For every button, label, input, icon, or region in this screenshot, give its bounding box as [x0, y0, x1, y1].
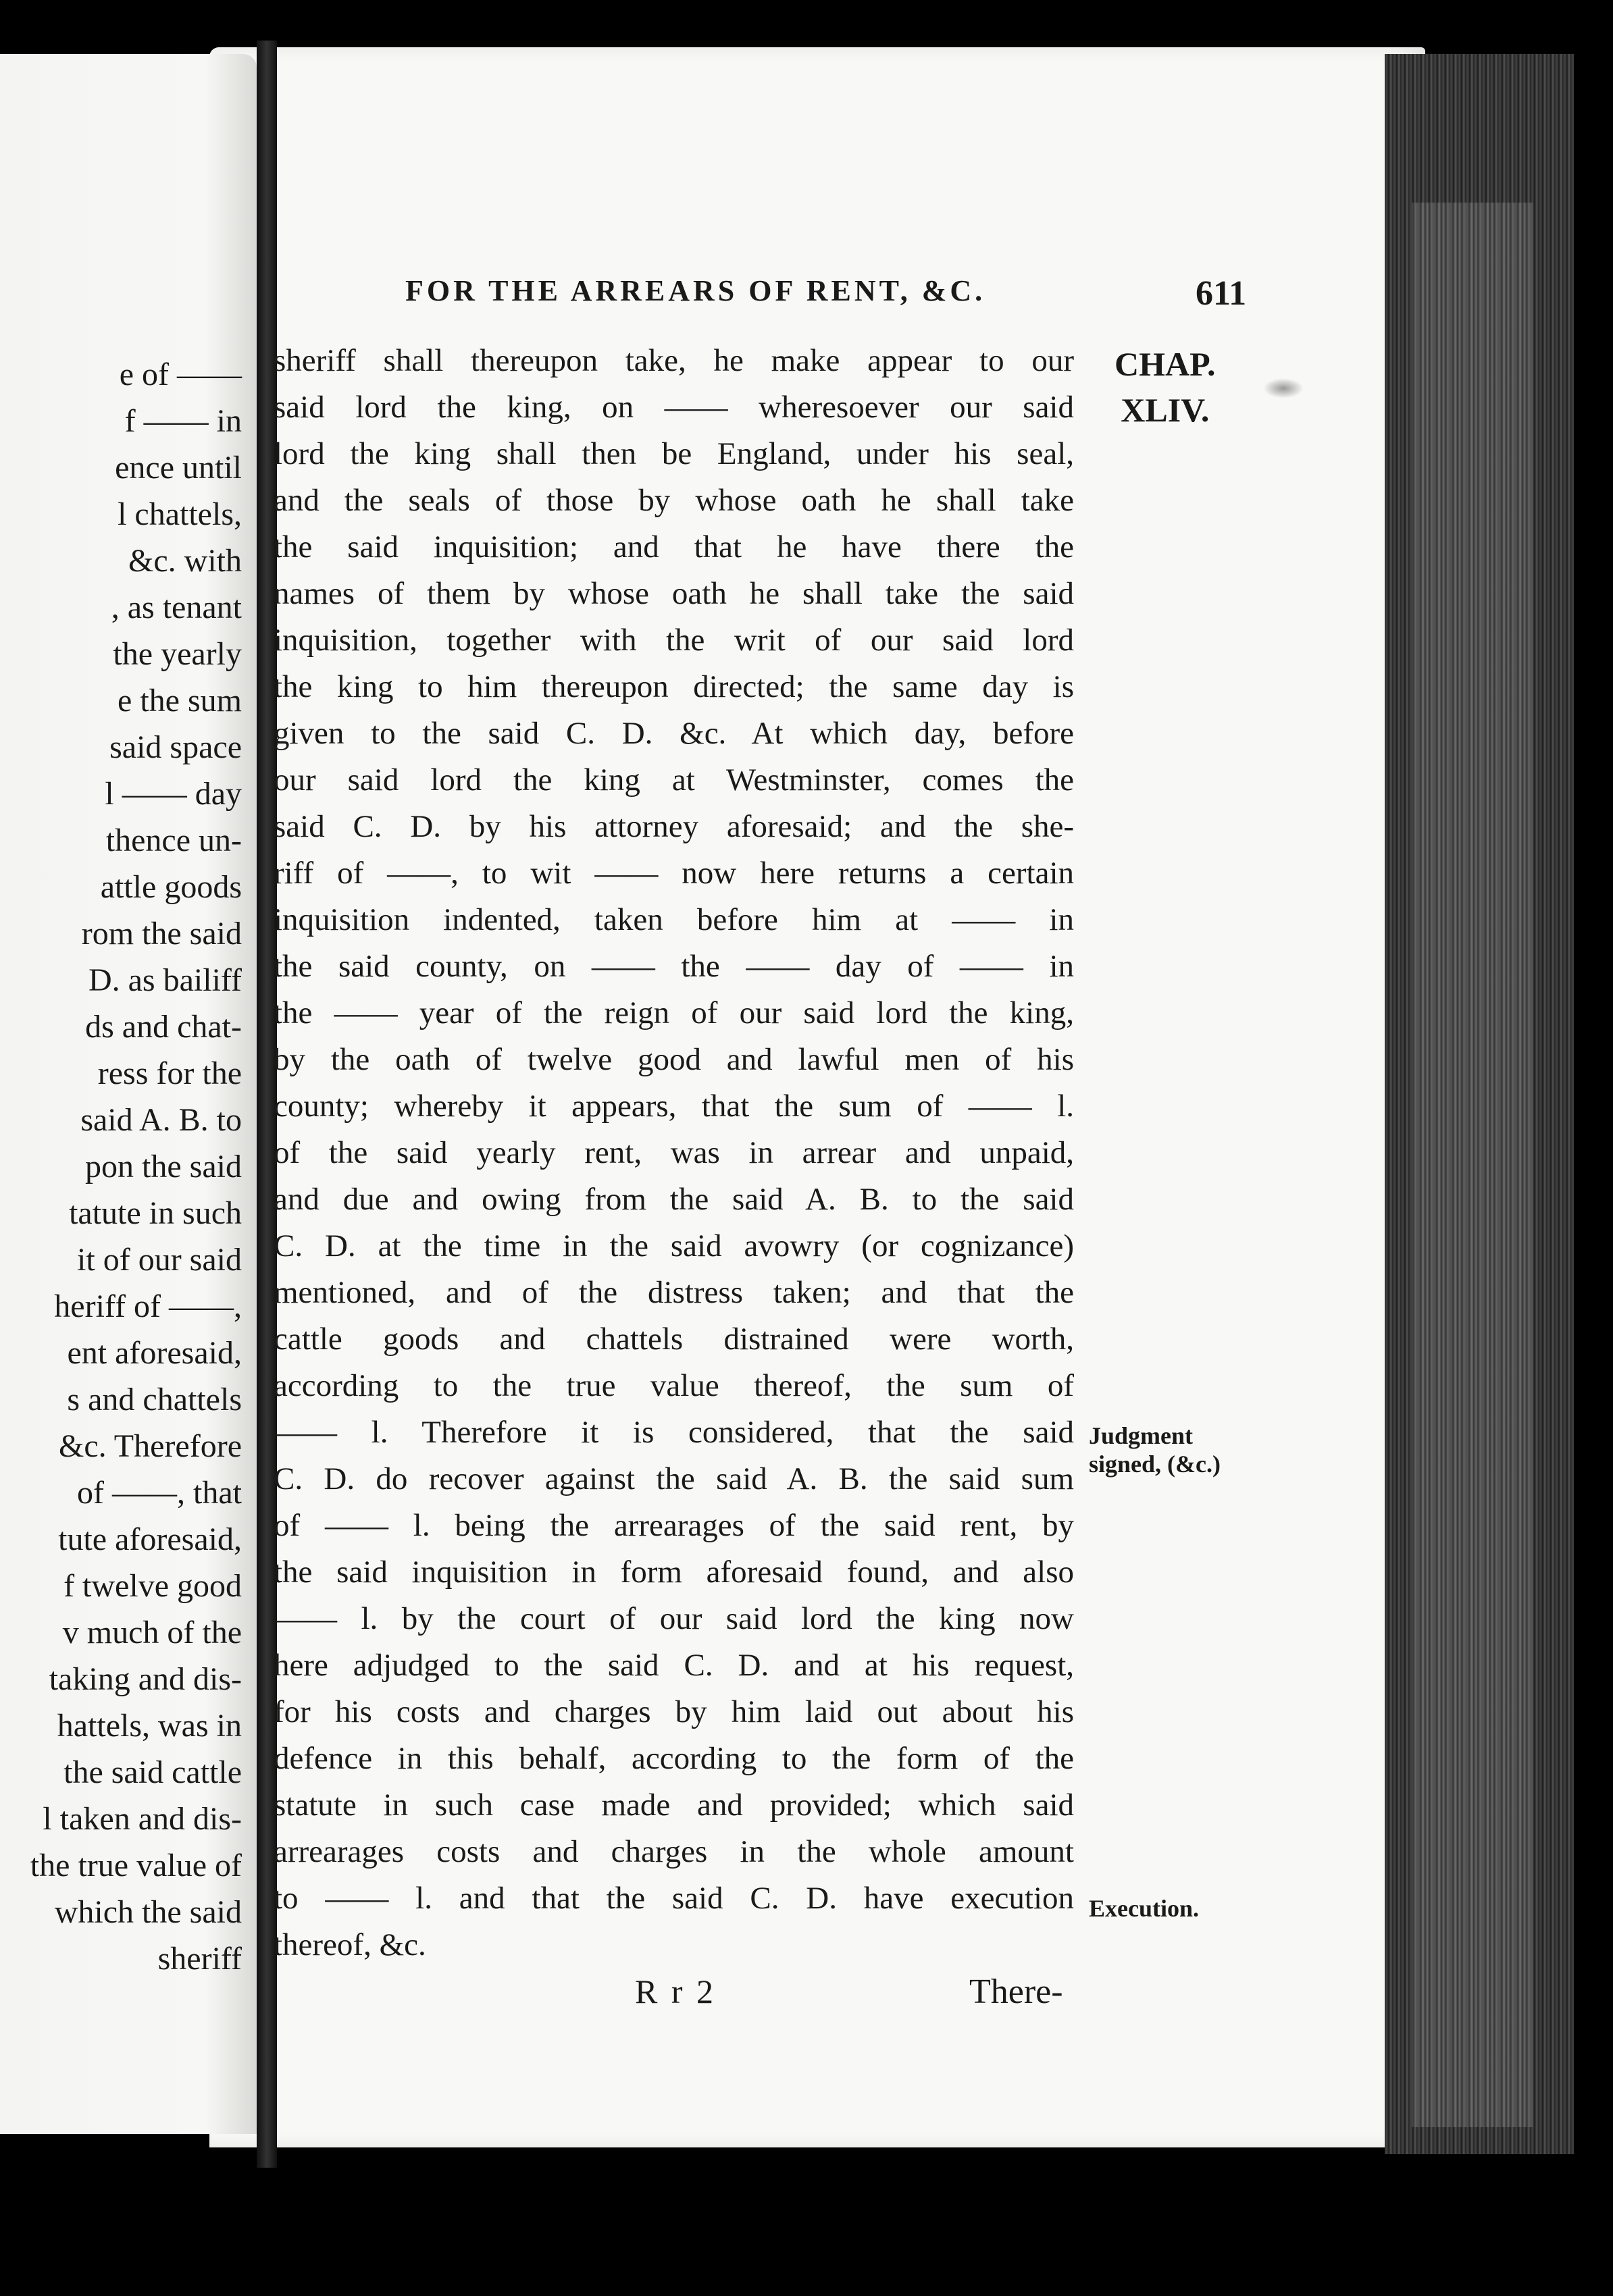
left-page-line: which the said	[54, 1894, 242, 1930]
text-line: inquisition indented, taken before him at —— in	[274, 902, 1074, 937]
text-line: inquisition, together with the writ of our said lord	[274, 623, 1074, 658]
left-page-line: , as tenant	[111, 590, 242, 625]
text-line: according to the true value thereof, the sum of	[274, 1368, 1074, 1403]
text-line: C. D. do recover against the said A. B. the said sum	[274, 1461, 1074, 1496]
text-line: for his costs and charges by him laid out about his	[274, 1694, 1074, 1729]
left-page-line: ress for the	[97, 1055, 242, 1091]
text-line: cattle goods and chattels distrained were worth,	[274, 1322, 1074, 1357]
margin-note-judgment	[1089, 1421, 1221, 1478]
text-line: given to the said C. D. &c. At which day, before	[274, 716, 1074, 751]
left-page-line: tatute in such	[69, 1195, 242, 1231]
catchword: There-	[969, 1973, 1063, 2011]
page-smudge	[1263, 378, 1304, 398]
left-page-line: the yearly	[113, 636, 242, 672]
left-page-line: f twelve good	[63, 1568, 242, 1604]
left-page-line: tute aforesaid,	[58, 1521, 242, 1557]
text-line: county; whereby it appears, that the sum of —— l.	[274, 1089, 1074, 1124]
page-number: 611	[1196, 274, 1247, 313]
text-line: —— l. by the court of our said lord the king now	[274, 1601, 1074, 1636]
chapter-label: CHAP.	[1115, 345, 1216, 383]
text-line: the said inquisition; and that he have there the	[274, 529, 1074, 565]
text-line: said C. D. by his attorney aforesaid; and the she-	[274, 809, 1074, 844]
left-page-line: it of our said	[77, 1242, 242, 1278]
left-page-line: said space	[109, 729, 242, 765]
page-edges-highlight	[1412, 203, 1533, 2127]
left-page-line: taking and dis-	[49, 1661, 242, 1697]
text-line: said lord the king, on —— wheresoever our said	[274, 390, 1074, 425]
left-page-line: &c. Therefore	[59, 1428, 242, 1464]
text-line: statute in such case made and provided; which said	[274, 1788, 1074, 1823]
left-page-line: ds and chat-	[85, 1009, 242, 1045]
margin-note-judgment-line1: Judgment	[1089, 1422, 1194, 1449]
text-line: arrearages costs and charges in the whole amount	[274, 1834, 1074, 1869]
text-line: by the oath of twelve good and lawful men of his	[274, 1042, 1074, 1077]
left-page-line: f —— in	[124, 403, 242, 439]
text-line: names of them by whose oath he shall take the said	[274, 576, 1074, 611]
text-line: thereof, &c.	[274, 1927, 426, 1962]
text-line: the —— year of the reign of our said lord the king,	[274, 995, 1074, 1030]
left-page-line: s and chattels	[67, 1382, 242, 1417]
text-line: sheriff shall thereupon take, he make appear to our	[274, 343, 1074, 378]
left-page-line: of ——, that	[77, 1475, 242, 1511]
running-head: FOR THE ARREARS OF RENT, &C.	[405, 274, 986, 307]
text-line: riff of ——, to wit —— now here returns a certain	[274, 856, 1074, 891]
text-line: defence in this behalf, according to the form of the	[274, 1741, 1074, 1776]
left-page-line: ence until	[115, 450, 242, 486]
text-line: of the said yearly rent, was in arrear and unpaid,	[274, 1135, 1074, 1170]
left-page-line: the true value of	[30, 1848, 242, 1883]
body-text	[274, 338, 1074, 1968]
text-line: to —— l. and that the said C. D. have execution	[274, 1881, 1074, 1916]
left-page	[0, 54, 257, 2134]
text-line: and the seals of those by whose oath he shall take	[274, 483, 1074, 518]
left-page-line: hattels, was in	[57, 1708, 242, 1744]
left-page-line: D. as bailiff	[88, 962, 242, 998]
left-page-line: the said cattle	[63, 1754, 242, 1790]
left-page-line: heriff of ——,	[54, 1288, 242, 1324]
text-line: the king to him thereupon directed; the same day is	[274, 669, 1074, 704]
text-line: lord the king shall then be England, under his seal,	[274, 436, 1074, 471]
left-page-line: sheriff	[157, 1941, 242, 1977]
text-line: —— l. Therefore it is considered, that the said	[274, 1415, 1074, 1450]
left-page-line: v much of the	[62, 1615, 242, 1650]
left-page-line: e of ——	[119, 357, 242, 392]
left-page-line: said A. B. to	[80, 1102, 242, 1138]
text-line: the said inquisition in form aforesaid found, and also	[274, 1555, 1074, 1590]
left-page-line: thence un-	[105, 823, 242, 858]
left-page-line: l taken and dis-	[43, 1801, 242, 1837]
text-line: our said lord the king at Westminster, comes the	[274, 762, 1074, 798]
left-page-line: l —— day	[105, 776, 242, 812]
left-page-line: &c. with	[128, 543, 242, 579]
text-line: here adjudged to the said C. D. and at his request,	[274, 1648, 1074, 1683]
chapter-number: XLIV.	[1121, 391, 1210, 429]
text-line: the said county, on —— the —— day of —— in	[274, 949, 1074, 984]
text-line: of —— l. being the arrearages of the said rent, by	[274, 1508, 1074, 1543]
left-page-line: l chattels,	[118, 496, 242, 532]
left-page-line: attle goods	[100, 869, 242, 905]
margin-note-execution: Execution.	[1089, 1895, 1200, 1922]
margin-note-judgment-line2: signed, (&c.)	[1089, 1451, 1221, 1478]
left-page-line: pon the said	[85, 1149, 242, 1184]
left-page-line: e the sum	[118, 683, 242, 719]
signature-mark: R r 2	[635, 1973, 716, 2010]
left-page-line: ent aforesaid,	[67, 1335, 242, 1371]
left-page-line: rom the said	[81, 916, 242, 951]
chapter-marker	[1115, 341, 1216, 433]
text-line: C. D. at the time in the said avowry (or cognizance)	[274, 1228, 1074, 1263]
text-line: mentioned, and of the distress taken; and that the	[274, 1275, 1074, 1310]
text-line: and due and owing from the said A. B. to the said	[274, 1182, 1074, 1217]
